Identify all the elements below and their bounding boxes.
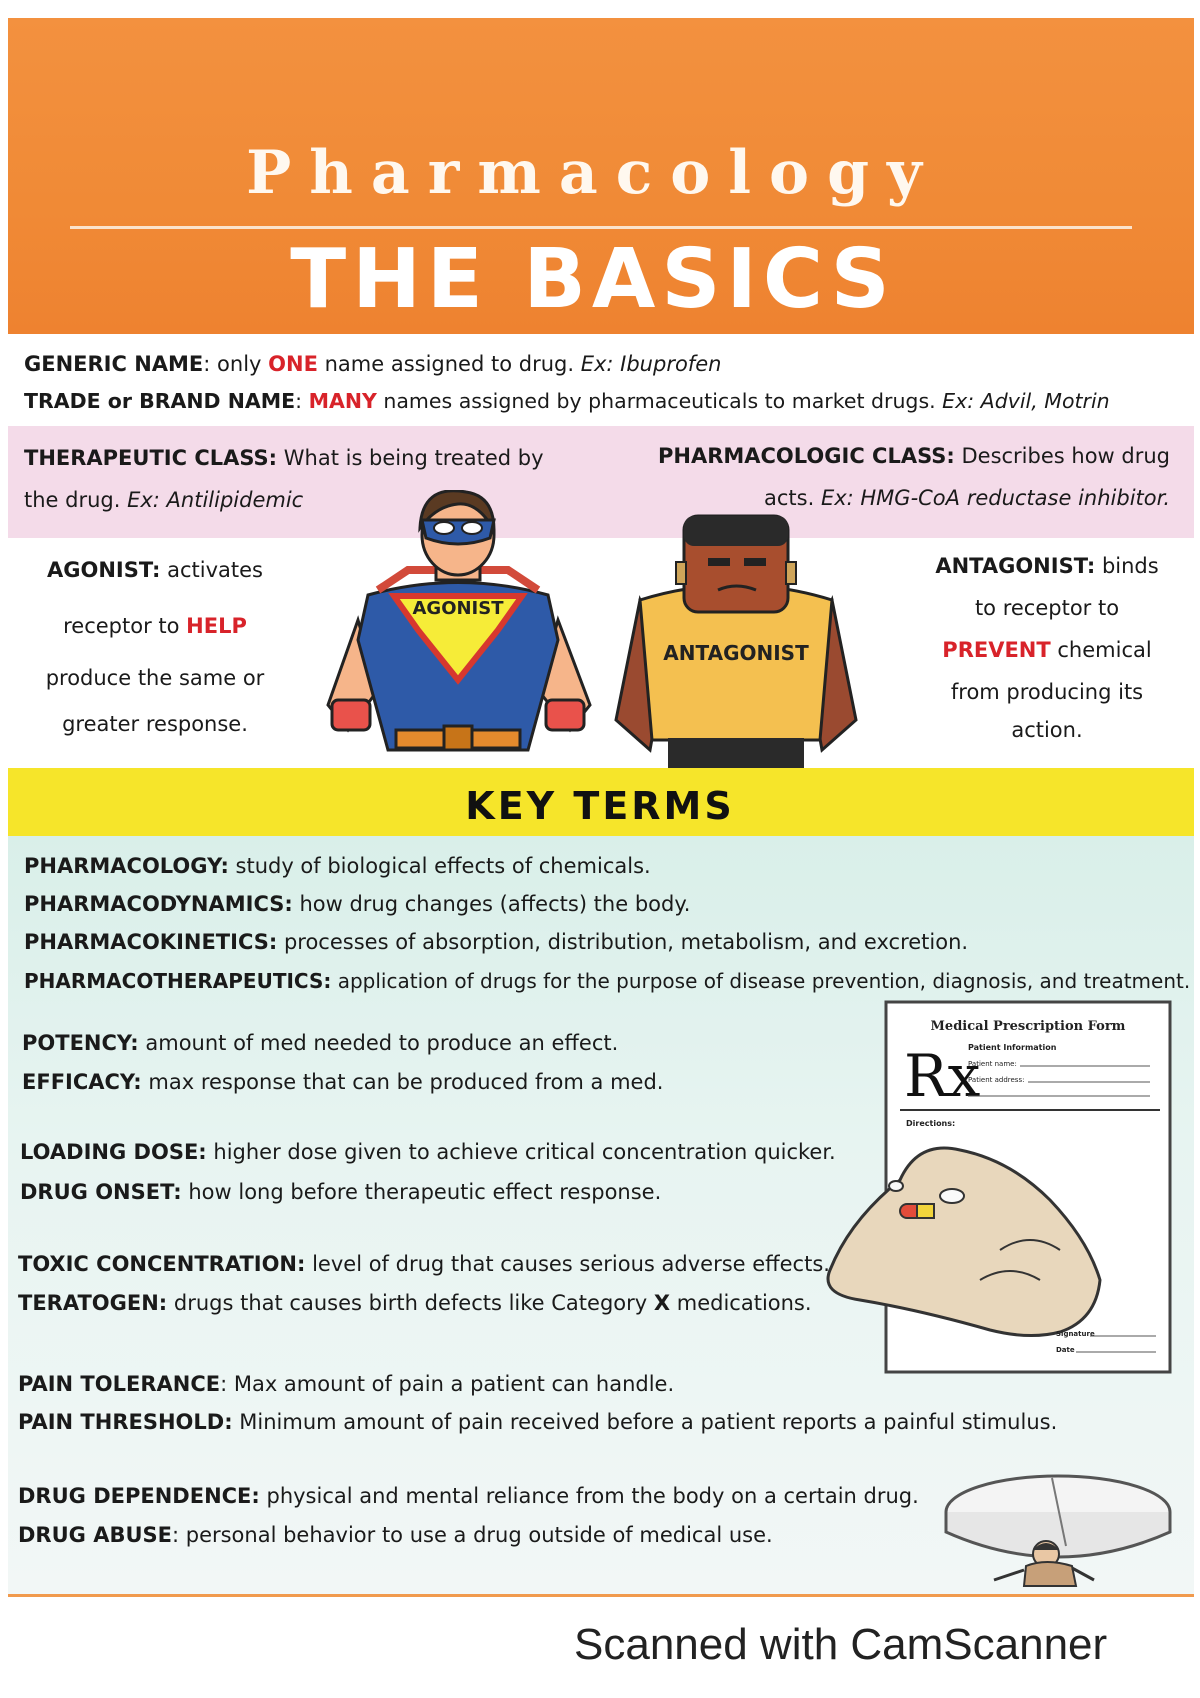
term-line: [18, 1291, 812, 1315]
term-line: [24, 854, 651, 878]
pill-person-illustration: [934, 1462, 1178, 1592]
term-teratogen: TERATOGEN:: [18, 1291, 168, 1315]
pharmacologic-class-text2: acts.: [763, 486, 821, 510]
term-line: [22, 1070, 663, 1094]
antagonist-text1: binds: [1095, 554, 1159, 578]
generic-name-post: name assigned to drug.: [317, 352, 581, 376]
term-definition: drugs that causes birth defects like Category: [167, 1291, 654, 1315]
term-definition: physical and mental reliance from the body on a certain drug.: [259, 1484, 919, 1508]
trade-name-emph: MANY: [308, 389, 377, 413]
term-line: [22, 1031, 618, 1055]
signature-label: Signature: [1056, 1330, 1095, 1338]
term-drug-dependence: DRUG DEPENDENCE:: [18, 1484, 260, 1508]
term-definition: : personal behavior to use a drug outside of medical use.: [171, 1523, 773, 1547]
term-definition: amount of med needed to produce an effect.: [138, 1031, 619, 1055]
agonist-text1: activates: [160, 558, 263, 582]
trade-name-example: Ex: Advil, Motrin: [942, 389, 1110, 413]
patient-info-label: Patient Information: [968, 1043, 1057, 1052]
term-definition: higher dose given to achieve critical concentration quicker.: [206, 1140, 836, 1164]
agonist-help: HELP: [186, 614, 247, 638]
term-pharmacology: PHARMACOLOGY:: [24, 854, 229, 878]
generic-name-pre: : only: [203, 352, 269, 376]
term-toxic-concentration: TOXIC CONCENTRATION:: [18, 1252, 306, 1276]
patient-name-label: Patient name:: [968, 1060, 1017, 1068]
term-line: [24, 930, 968, 954]
therapeutic-class-example: Ex: Antilipidemic: [127, 488, 304, 512]
agonist-term: AGONIST:: [47, 558, 161, 582]
term-line: [18, 1252, 830, 1276]
term-definition: processes of absorption, distribution, metabolism, and excretion.: [277, 930, 969, 954]
antagonist-text3: chemical: [1050, 638, 1152, 662]
pharmacologic-class-line2: [764, 486, 1170, 510]
therapeutic-class-term: THERAPEUTIC CLASS:: [24, 446, 278, 470]
agonist-line1: [20, 560, 290, 581]
term-line: [24, 892, 690, 916]
date-label: Date: [1056, 1346, 1075, 1354]
term-definition: how long before therapeutic effect response.: [181, 1180, 662, 1204]
therapeutic-class-text2: the drug.: [24, 488, 128, 512]
superhero-illustration: [318, 490, 598, 770]
prescription-title: Medical Prescription Form: [930, 1019, 1126, 1034]
pharmacologic-class-term: PHARMACOLOGIC CLASS:: [657, 444, 955, 468]
antagonist-line1: [912, 556, 1182, 577]
term-line: [18, 1410, 1057, 1434]
term-definition: study of biological effects of chemicals.: [228, 854, 651, 878]
term-definition: max response that can be produced from a med.: [141, 1070, 664, 1094]
term-line: [18, 1484, 919, 1508]
superhero-emblem-label: AGONIST: [412, 598, 504, 619]
term-definition: medications.: [670, 1291, 812, 1315]
trade-name-post: names assigned by pharmaceuticals to market drugs.: [376, 389, 943, 413]
antagonist-term: ANTAGONIST:: [935, 554, 1096, 578]
directions-label: Directions:: [906, 1119, 956, 1128]
term-drug-abuse: DRUG ABUSE: [18, 1523, 172, 1547]
antagonist-prevent: PREVENT: [942, 638, 1051, 662]
trade-name-line: [24, 389, 1110, 413]
term-definition: level of drug that causes serious adverse effects.: [305, 1252, 830, 1276]
pharmacologic-class-text1: Describes how drug: [954, 444, 1170, 468]
term-pain-tolerance: PAIN TOLERANCE: [18, 1372, 221, 1396]
term-definition: application of drugs for the purpose of disease prevention, diagnosis, and treatment.: [331, 969, 1191, 993]
term-drug-onset: DRUG ONSET:: [20, 1180, 182, 1204]
term-line: [24, 969, 1190, 993]
page-title: Pharmacology: [246, 138, 940, 208]
generic-name-example: Ex: Ibuprofen: [580, 352, 722, 376]
term-pharmacotherapeutics: PHARMACOTHERAPEUTICS:: [24, 969, 332, 993]
agonist-line3: produce the same or: [45, 666, 265, 690]
pharmacologic-class-example: Ex: HMG-CoA reductase inhibitor.: [820, 486, 1170, 510]
term-potency: POTENCY:: [22, 1031, 139, 1055]
term-loading-dose: LOADING DOSE:: [20, 1140, 207, 1164]
antagonist-line3: [912, 640, 1182, 661]
term-line: [18, 1523, 773, 1547]
monster-shirt-label: ANTAGONIST: [663, 641, 809, 665]
agonist-line2: [20, 616, 290, 637]
antagonist-line2: to receptor to: [974, 596, 1120, 620]
antagonist-line5: action.: [1011, 718, 1083, 742]
term-pain-threshold: PAIN THRESHOLD:: [18, 1410, 233, 1434]
prescription-illustration: [800, 1000, 1180, 1380]
term-efficacy: EFFICACY:: [22, 1070, 142, 1094]
term-definition: Minimum amount of pain received before a patient reports a painful stimulus.: [232, 1410, 1058, 1434]
agonist-text2: receptor to: [63, 614, 187, 638]
monster-illustration: [610, 510, 862, 770]
therapeutic-class-line1: [24, 446, 544, 470]
pharmacologic-class-line1: [658, 444, 1170, 468]
term-pharmacokinetics: PHARMACOKINETICS:: [24, 930, 278, 954]
generic-name-emph: ONE: [268, 352, 318, 376]
term-line: [18, 1372, 674, 1396]
therapeutic-class-text1: What is being treated by: [277, 446, 544, 470]
generic-name-line: [24, 352, 721, 376]
scanner-watermark: Scanned with CamScanner: [574, 1620, 1108, 1669]
patient-address-label: Patient address:: [968, 1076, 1025, 1084]
key-terms-title: KEY TERMS: [465, 784, 735, 828]
generic-name-term: GENERIC NAME: [24, 352, 204, 376]
title-divider: [70, 226, 1132, 229]
term-definition: : Max amount of pain a patient can handle.: [220, 1372, 675, 1396]
rx-icon: Rx: [904, 1042, 981, 1110]
term-line: [20, 1140, 836, 1164]
term-line: [20, 1180, 661, 1204]
therapeutic-class-line2: [24, 488, 303, 512]
trade-name-pre: :: [295, 389, 309, 413]
term-definition: how drug changes (affects) the body.: [292, 892, 691, 916]
class-band: [8, 426, 1194, 538]
antagonist-line4: from producing its: [950, 680, 1144, 704]
page-subtitle: THE BASICS: [290, 232, 896, 327]
trade-name-term: TRADE or BRAND NAME: [24, 389, 296, 413]
agonist-line4: greater response.: [62, 712, 248, 736]
bottom-divider: [8, 1594, 1194, 1597]
term-pharmacodynamics: PHARMACODYNAMICS:: [24, 892, 293, 916]
category-x: X: [653, 1291, 671, 1315]
